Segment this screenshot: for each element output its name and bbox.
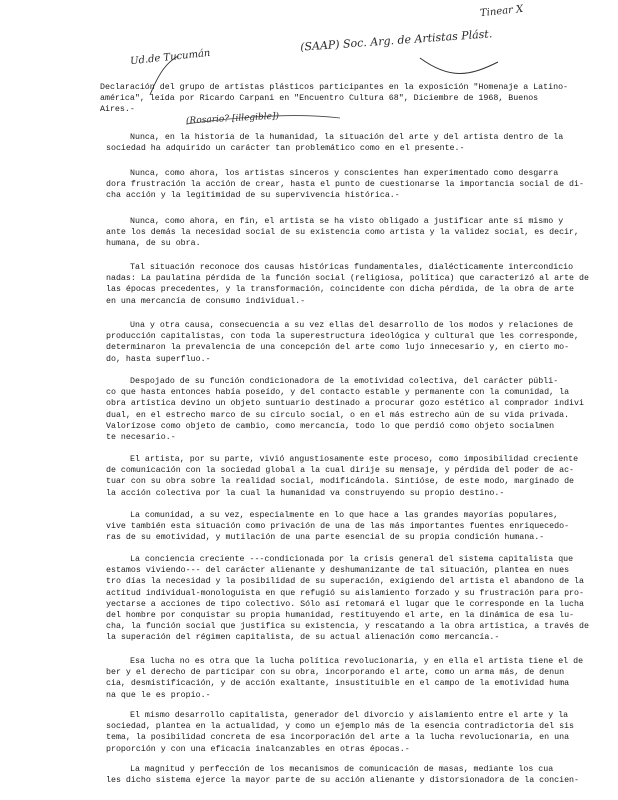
paragraph-7 (106, 454, 591, 499)
handwritten-note-under-heading: (Rosario? [illegible]) (185, 111, 280, 127)
text-line: Nunca, como ahora, los artistas sinceros y conscientes han experimentado como desgarra (130, 169, 559, 178)
text-line: El mismo desarrollo capitalista, generador del divorcio y aislamiento entre el arte y la (130, 711, 569, 720)
text-line: en una mercancía de consumo individual.- (106, 296, 306, 306)
text-line: actitud individual-monologuista en que refugió su aislamiento forzado y su frustración para pro- (106, 588, 584, 598)
paragraph-6 (106, 376, 591, 443)
heading-line: Declaración del grupo de artistas plásticos participantes en la exposición "Homenaje a Latino- (100, 83, 569, 92)
text-line: yectarse a acciones de tipo colectivo. Sólo así retomará el lugar que le corresponde en la lucha (106, 599, 584, 609)
handwritten-note-top-left: Ud.de Tucumán (129, 47, 211, 68)
text-line: El artista, por su parte, vivió angustiosamente este proceso, como imposibilidad creciente (130, 455, 579, 464)
text-line: tuar con su obra sobre la realidad social, modificándola. Sintióse, de este modo, marginado de (106, 477, 575, 487)
text-line: determinaron la prevalencia de una concepción del arte como lujo innecesario y, en cierto mo- (106, 343, 570, 353)
text-line: Valorízose como objeto de cambio, como mercancía, todo lo que perdió como objeto socialmen (106, 421, 555, 431)
paragraph-9 (106, 554, 591, 644)
text-line: dual, en el estrecho marco de su círculo social, o en el más estrecho aún de su vida privada. (106, 410, 570, 420)
text-line: sociedad ha adquirido un carácter tan problemático como en el presente.- (106, 144, 465, 154)
text-line: na que le es propio.- (106, 690, 211, 700)
text-line: nadas: La paulatina pérdida de la función social (religiosa, política) que caracterizó al arte de (106, 274, 589, 284)
text-line: co que hasta entonces había poseído, y del contacto estable y permanente con la comunidad, la (106, 388, 570, 398)
text-line: te necesario.- (106, 433, 176, 443)
text-line: La conciencia creciente ---condicionada por la crisis general del sistema capitalista que (130, 555, 574, 564)
document-heading (100, 82, 585, 116)
paragraph-12 (106, 764, 591, 786)
text-line: dora frustración la acción de crear, hasta el punto de cuestionarse la importancia social de di- (106, 180, 584, 190)
text-line: Despojado de su función condicionadora de la emotividad colectiva, del carácter públi- (130, 377, 559, 386)
text-line: las épocas precedentes, y la transformación, coincidente con dicha pérdida, de la obra de arte (106, 285, 575, 295)
text-line: la superación del régimen capitalista, de su actual alienación como mercancía.- (106, 633, 500, 643)
text-line: les dicho sistema ejerce la mayor parte de su acción alienante y distorsionadora de la concien- (106, 776, 579, 786)
text-line: del hombre por conquistar su propia humanidad, restituyendo el arte, en la dinámica de esa lu- (106, 611, 575, 621)
paragraph-11 (106, 710, 591, 755)
text-line: vive también esta situación como privación de una de las más importantes fuentes enriquecedo- (106, 522, 570, 532)
handwritten-note-top-right-2: Tinear X (479, 3, 524, 20)
text-line: producción capitalistas, con toda la superestructura ideológica y cultural que les corresponde, (106, 332, 579, 342)
text-line: Tal situación reconoce dos causas históricas fundamentales, dialécticamente intercondicio (130, 263, 574, 272)
text-line: ber y el derecho de participar con su obra, incorporando el arte, como un arma más, de denun (106, 668, 565, 678)
paragraph-10 (106, 656, 591, 701)
paragraph-4 (106, 262, 591, 307)
text-line: proporción y con una eficacia inalcanzables en otras épocas.- (106, 744, 410, 754)
paragraph-2 (106, 168, 591, 202)
text-line: humana, de su obra. (106, 239, 201, 249)
text-line: Nunca, en la historia de la humanidad, la situación del arte y del artista dentro de la (130, 133, 564, 142)
text-line: la acción colectiva por la cual la humanidad va construyendo su propio destino.- (106, 488, 505, 498)
paragraph-5 (106, 320, 591, 365)
text-line: cha, la función social que justifica su existencia, y rescatando a la obra artística, a través de (106, 622, 589, 632)
text-line: de comunicación con la sociedad global a la cual dirije su mensaje, y pérdida del poder de ac- (106, 466, 575, 476)
text-line: Nunca, como ahora, en fin, el artista se ha visto obligado a justificar ante sí mismo y (130, 217, 564, 226)
text-line: La magnitud y perfección de los mecanismos de comunicación de masas, mediante los cua (130, 765, 554, 774)
text-line: La comunidad, a su vez, especialmente en lo que hace a las grandes mayorías populares, (130, 511, 559, 520)
handwritten-arrow-mark (0, 0, 618, 140)
text-line: tema, la posibilidad concreta de esa incorporación del arte a la lucha revolucionaria, en una (106, 733, 570, 743)
text-line: estamos viviendo--- del carácter alienante y deshumanizante de tal situación, plantea en nues (106, 566, 570, 576)
text-line: sociedad, plantea en la actualidad, y como un ejemplo más de la esencia contradictoria del sis (106, 722, 575, 732)
text-line: tro días la necesidad y la posibilidad de su superación, exigiendo del artista el abandono de la (106, 577, 584, 587)
text-line: obra artística devino un objeto suntuario destinado a procurar gozo estético al comprador indivi (106, 399, 584, 409)
text-line: ras de su emotividad, y mutilación de una parte esencial de su propia condición humana.- (106, 533, 545, 543)
paragraph-8 (106, 510, 591, 544)
paragraph-1 (106, 132, 591, 154)
handwritten-note-top-right: (SAAP) Soc. Arg. de Artistas Plást. (299, 27, 493, 54)
heading-line: américa", leída por Ricardo Carpani en "Encuentro Cultura 68", Diciembre de 1968, Buenos (100, 94, 539, 104)
text-line: ante los demás la necesidad social de su existencia como artista y la validez social, es decir, (106, 228, 579, 238)
heading-line: Aires.- (100, 105, 135, 115)
paragraph-3 (106, 216, 591, 250)
text-line: cia, desmistificación, y de acción exaltante, insustituible en el campo de la emotividad huma (106, 679, 570, 689)
text-line: Una y otra causa, consecuencia a su vez ellas del desarrollo de los modos y relaciones de (130, 321, 574, 330)
text-line: Esa lucha no es otra que la lucha política revolucionaria, y en ella el artista tiene el de (130, 657, 584, 666)
text-line: cha acción y la legitimidad de su supervivencia histórica.- (106, 191, 400, 201)
text-line: do, hasta superfluo.- (106, 354, 211, 364)
